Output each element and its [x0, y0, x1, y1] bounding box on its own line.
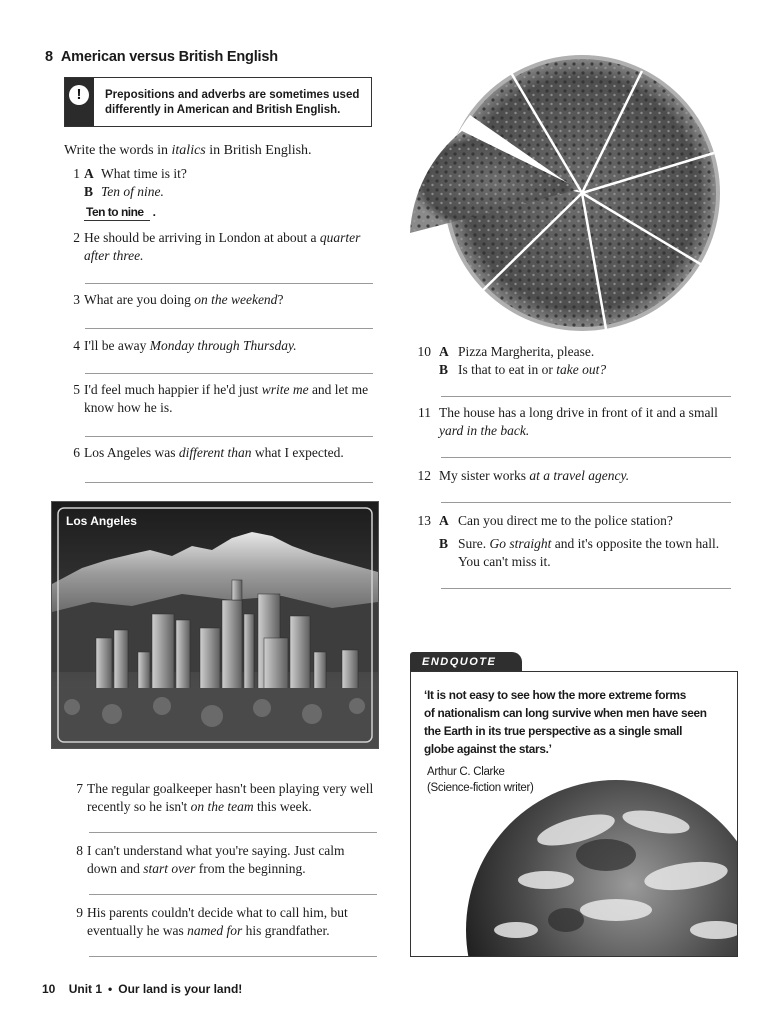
- q1-answer-period: .: [152, 205, 156, 219]
- quote-line-4-text: globe against the stars.: [424, 742, 549, 756]
- open-quote-mark: ‘: [424, 688, 427, 702]
- answer-line-2[interactable]: [85, 283, 373, 284]
- q3-italic: on the weekend: [194, 292, 278, 307]
- question-12: [413, 467, 743, 487]
- question-5: [64, 381, 384, 421]
- question-4: [64, 337, 374, 357]
- note-bar: [65, 78, 94, 126]
- section-number: 8: [45, 49, 53, 65]
- q5-italic: write me: [261, 382, 309, 397]
- question-number: 1: [73, 166, 80, 181]
- q9-text-end: his grandfather.: [242, 923, 330, 938]
- question-number: 12: [417, 468, 431, 483]
- instruction-text: Write the words in: [64, 143, 172, 158]
- q9-italic: named for: [187, 923, 243, 938]
- speaker-b: B: [439, 536, 449, 551]
- q8-text: down and: [87, 861, 144, 876]
- quote-line-3: the Earth in its true perspective as a single small: [424, 724, 683, 738]
- question-2: [64, 229, 374, 287]
- q11-line-1: The house has a long drive in front of it and a small: [439, 405, 718, 420]
- question-number: 4: [73, 338, 80, 353]
- q6-italic: different than: [178, 445, 252, 460]
- quote-line-1-text: It is not easy to see how the more extreme forms: [426, 688, 686, 702]
- q7-line-2: [87, 798, 312, 816]
- los-angeles-label: Los Angeles: [66, 514, 137, 528]
- q9-text: eventually he was: [87, 923, 188, 938]
- footer-unit-title: Our land is your land!: [118, 982, 243, 996]
- quote-line-4: [424, 740, 724, 758]
- q12-italic: at a travel agency.: [529, 468, 630, 483]
- page-footer: [42, 982, 242, 996]
- instruction: [64, 143, 312, 159]
- answer-line-13[interactable]: [441, 588, 731, 589]
- note-box: [64, 77, 372, 127]
- section-title: [45, 49, 278, 65]
- q12-line: [439, 467, 629, 485]
- q5-text: I'd feel much happier if he'd just: [84, 382, 262, 397]
- instruction-italic: italics: [171, 143, 206, 158]
- q8-line-2: [87, 860, 306, 878]
- q7-italic: on the team: [190, 799, 254, 814]
- question-11: [413, 404, 753, 444]
- q6-text-end: what I expected.: [251, 445, 344, 460]
- question-number: 5: [73, 382, 80, 397]
- q5-text-end: and let me: [308, 382, 369, 397]
- q8-line-1: I can't understand what you're saying. Just calm: [87, 843, 345, 858]
- q9-line-2: [87, 922, 330, 940]
- los-angeles-photo: [51, 501, 379, 749]
- answer-line-11[interactable]: [441, 457, 731, 458]
- question-number: 7: [76, 781, 83, 796]
- note-text: Prepositions and adverbs are sometimes used differently in American and British English.: [105, 89, 360, 116]
- question-8: [67, 842, 387, 882]
- answer-line-10[interactable]: [441, 396, 731, 397]
- question-6: [64, 444, 384, 464]
- q3-text: What are you doing: [84, 292, 195, 307]
- q1-b-text: Ten of nine.: [101, 184, 164, 199]
- q13-b-italic: Go straight: [489, 536, 552, 551]
- q2-text: He should be arriving in London at about a: [84, 230, 320, 245]
- question-13: [413, 512, 743, 574]
- answer-line-7[interactable]: [89, 832, 377, 833]
- speaker-a: A: [84, 166, 94, 181]
- question-1: [64, 165, 374, 225]
- q5-line-2: know how he is.: [84, 400, 173, 415]
- question-number: 9: [76, 905, 83, 920]
- q5-line-1: [84, 381, 368, 399]
- q11-italic: yard in the back.: [439, 423, 530, 438]
- endquote-tab: ENDQUOTE: [410, 652, 522, 672]
- question-number: 10: [417, 344, 431, 359]
- q12-text: My sister works: [439, 468, 530, 483]
- question-number: 11: [418, 405, 431, 420]
- quote-author: Arthur C. Clarke: [427, 766, 505, 778]
- question-number: 8: [76, 843, 83, 858]
- answer-line-9[interactable]: [89, 956, 377, 957]
- q2-italic-2: after three.: [84, 248, 144, 263]
- quote-author-role: (Science-fiction writer): [427, 782, 534, 794]
- question-number: 6: [73, 445, 80, 460]
- endquote-box: [410, 671, 738, 957]
- question-10: [413, 343, 743, 383]
- pizza-image: [410, 53, 730, 338]
- q13-b-line-2: You can't miss it.: [458, 554, 551, 569]
- q13-b-line-1: [458, 535, 719, 553]
- question-7: [67, 780, 387, 820]
- question-number: 3: [73, 292, 80, 307]
- q10-a-text: Pizza Margherita, please.: [458, 344, 595, 359]
- q6-line: [84, 444, 344, 462]
- speaker-a: A: [439, 513, 449, 528]
- q7-text: recently so he isn't: [87, 799, 191, 814]
- section-title-text: American versus British English: [60, 49, 278, 65]
- q1-a-text: What time is it?: [101, 166, 187, 181]
- q7-line-1: The regular goalkeeper hasn't been playing very well: [87, 781, 374, 796]
- q7-text-end: this week.: [253, 799, 312, 814]
- q10-b-italic: take out?: [556, 362, 607, 377]
- speaker-b: B: [439, 362, 449, 377]
- instruction-text-end: in British English.: [205, 143, 312, 158]
- exclamation-icon: !: [69, 85, 89, 105]
- q3-line: [84, 291, 283, 309]
- q8-italic: start over: [143, 861, 196, 876]
- footer-separator: •: [108, 982, 113, 996]
- answer-line-12[interactable]: [441, 502, 731, 503]
- q1-answer-text: Ten to nine: [84, 205, 150, 221]
- q2-line-1: [84, 229, 360, 247]
- question-3: [64, 291, 374, 311]
- answer-line-4[interactable]: [85, 373, 373, 374]
- q13-a-text: Can you direct me to the police station?: [458, 513, 673, 528]
- question-9: [67, 904, 387, 944]
- question-number: 2: [73, 230, 80, 245]
- q13-b-text: Sure.: [458, 536, 490, 551]
- q8-text-end: from the beginning.: [195, 861, 306, 876]
- speaker-a: A: [439, 344, 449, 359]
- q6-text: Los Angeles was: [84, 445, 179, 460]
- answer-line-5[interactable]: [85, 436, 373, 437]
- question-number: 13: [417, 513, 431, 528]
- q3-text-end: ?: [277, 292, 284, 307]
- los-angeles-skyline-image: [52, 502, 378, 748]
- speaker-b: B: [84, 184, 94, 199]
- q4-text: I'll be away: [84, 338, 150, 353]
- q9-line-1: His parents couldn't decide what to call him, but: [87, 905, 348, 920]
- page-number: 10: [42, 982, 56, 996]
- q10-b-line: [458, 361, 606, 379]
- q10-b-text: Is that to eat in or: [458, 362, 557, 377]
- q4-italic: Monday through Thursday.: [149, 338, 297, 353]
- answer-line-8[interactable]: [89, 894, 377, 895]
- quote-line-1: [424, 686, 724, 704]
- footer-unit: Unit 1: [68, 982, 103, 996]
- close-quote-mark: ’: [548, 742, 552, 756]
- answer-line-3[interactable]: [85, 328, 373, 329]
- q13-b-text-end: and it's opposite the town hall.: [551, 536, 720, 551]
- q1-answer: [84, 203, 155, 221]
- earth-image: [456, 780, 738, 957]
- quote-line-2: of nationalism can long survive when men have seen: [424, 706, 707, 720]
- quote-text: [424, 686, 724, 758]
- q2-italic-1: quarter: [319, 230, 361, 245]
- answer-line-6[interactable]: [85, 482, 373, 483]
- q4-line: [84, 337, 297, 355]
